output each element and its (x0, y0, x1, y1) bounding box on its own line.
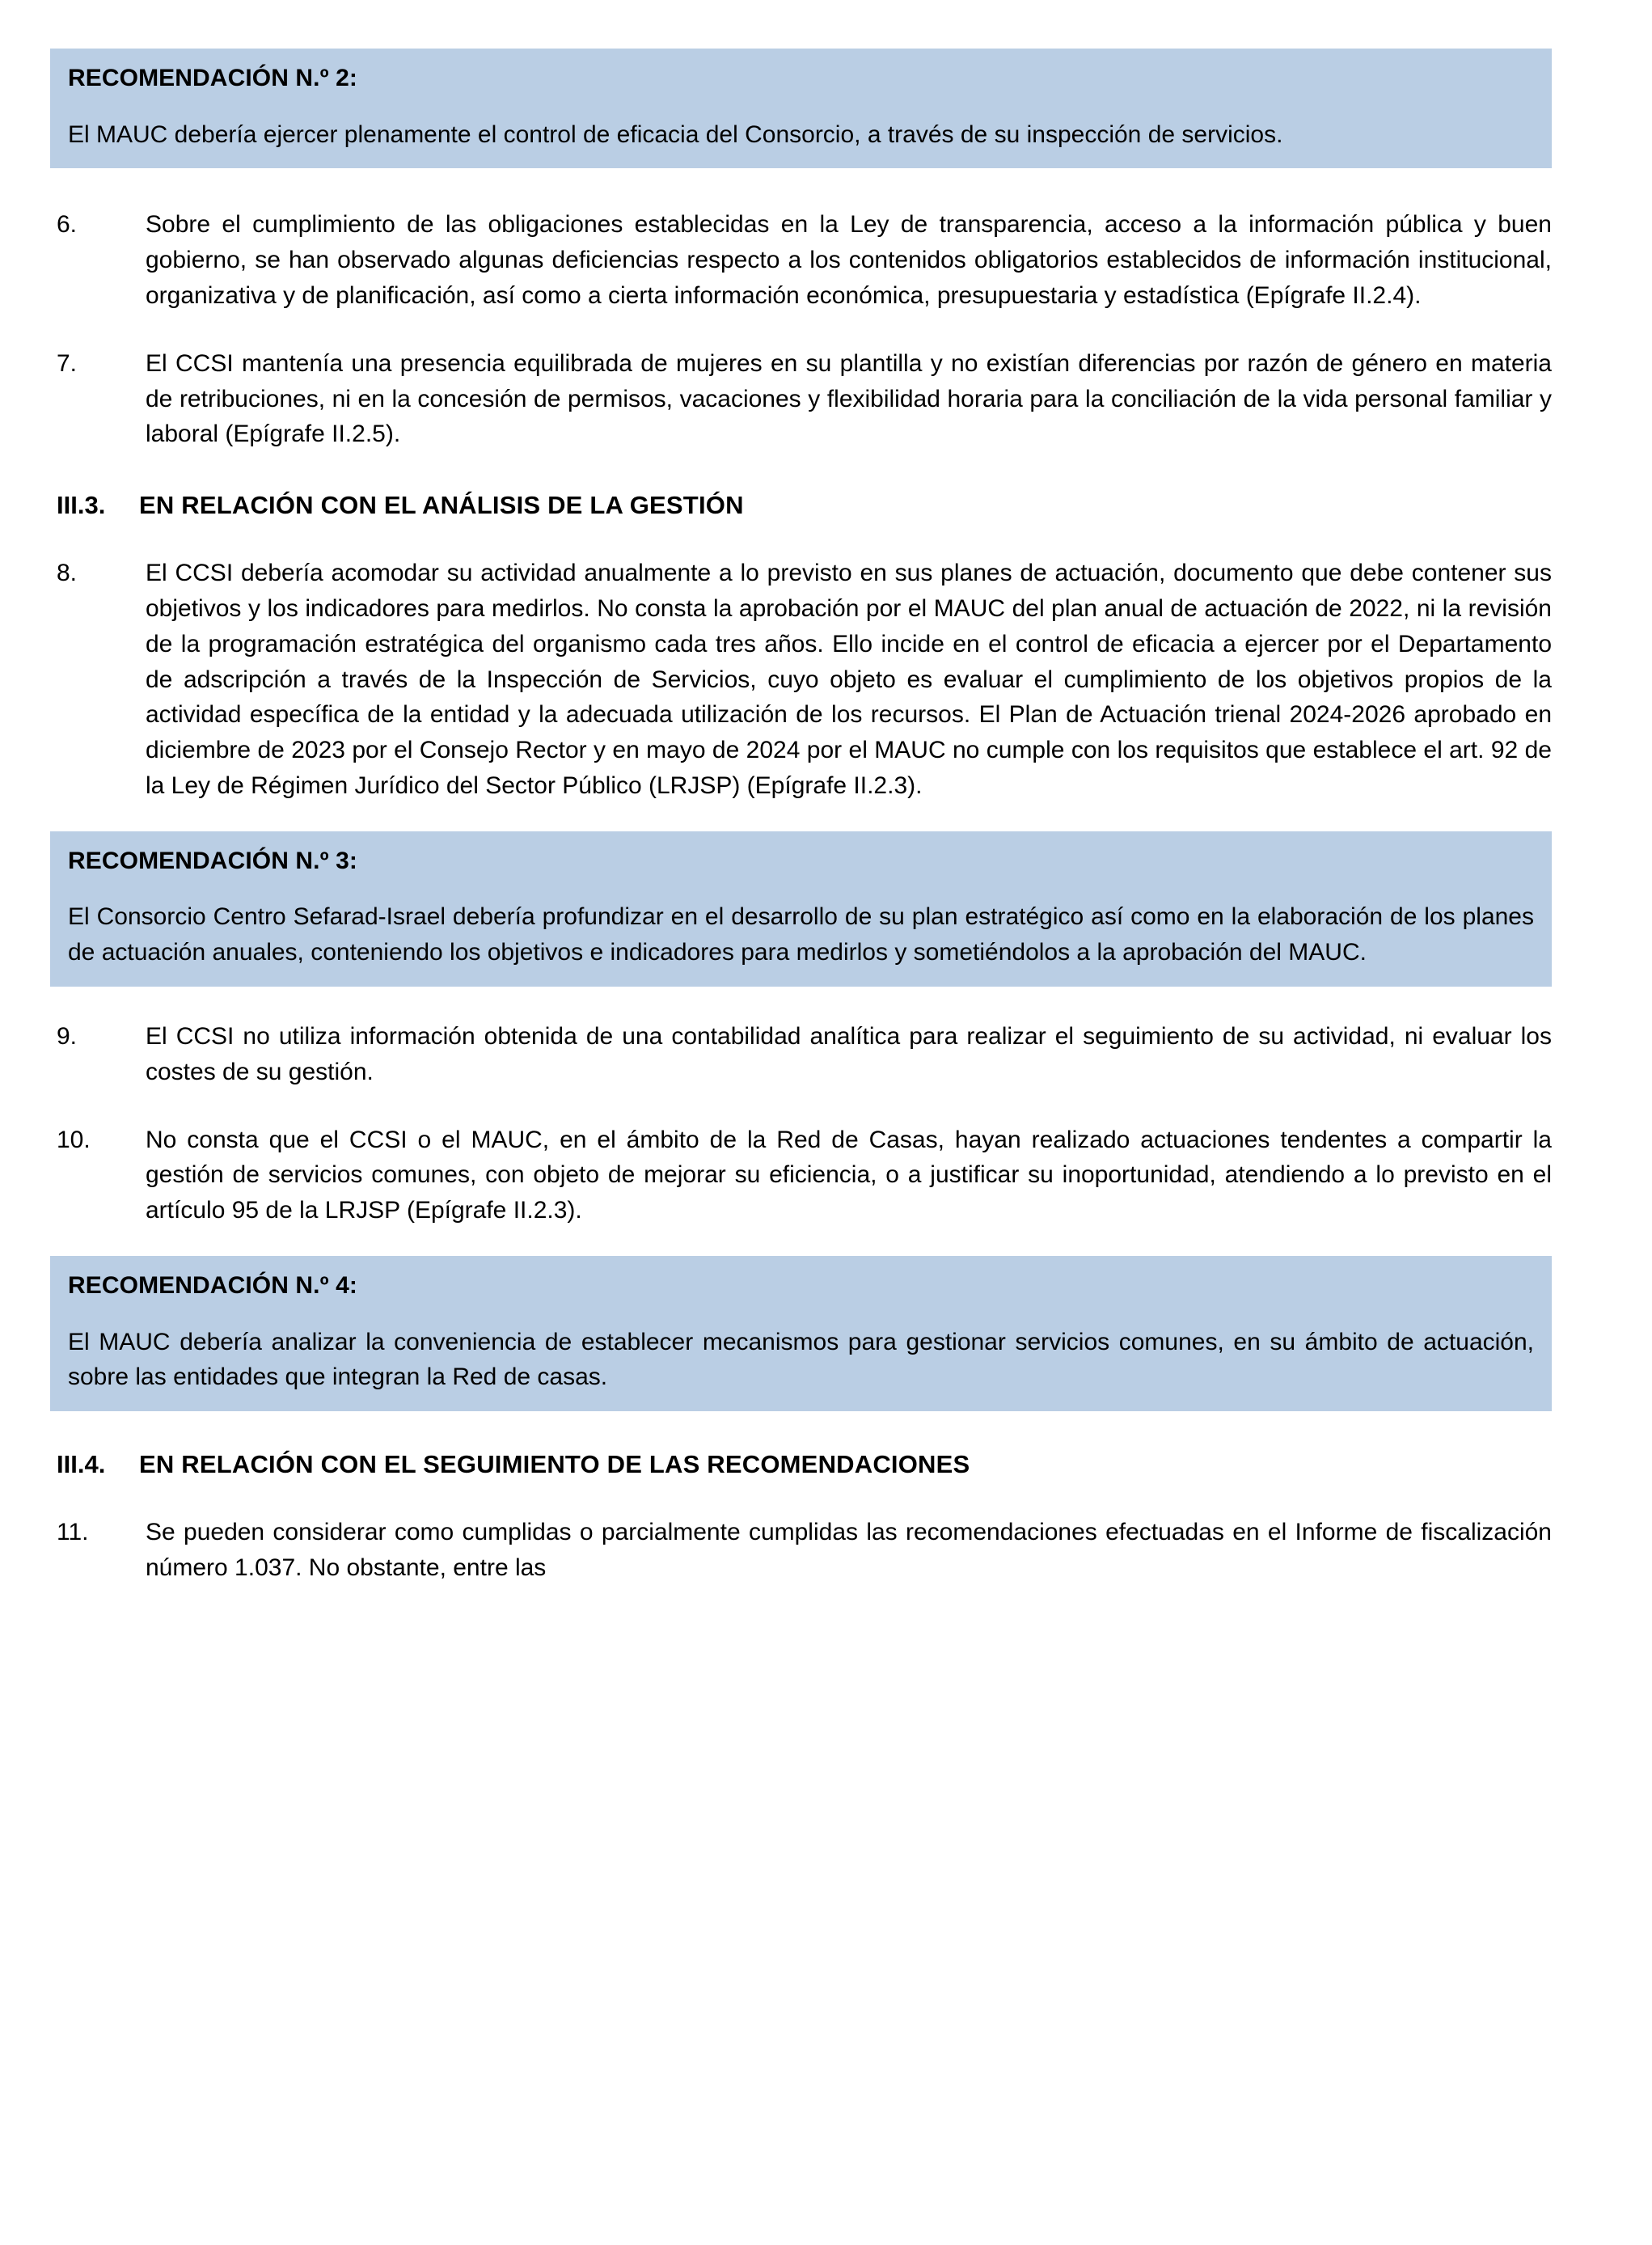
spacer (50, 1479, 1602, 1515)
paragraph-6-text: Sobre el cumplimiento de las obligaciones establecidas en la Ley de transparencia, acceso a la información pública y buen gobierno, se han observado algunas deficiencias respecto a los contenidos obligatorios establecidos de información institucional, organizativa y de planificación, así como a cierta información económica, presupuestaria y estadística (Epígrafe II.2.4). (146, 211, 1552, 309)
spacer (50, 452, 1602, 491)
paragraph-7-number: 7. (57, 349, 78, 377)
section-iii-4-number: III.4. (57, 1450, 106, 1479)
recommendation-4-title: RECOMENDACIÓN N.º 4: (68, 1271, 357, 1299)
numbered-paragraph-6 (50, 207, 1552, 313)
numbered-paragraph-8 (50, 556, 1552, 804)
recommendation-3-body: El Consorcio Centro Sefarad-Israel debería profundizar en el desarrollo de su plan estratégico así como en la elaboración de los planes de actuación anuales, conteniendo los objetivos e indicadores para medirlos y sometiéndolos a la aprobación del MAUC. (68, 903, 1534, 966)
section-heading-iii-4 (50, 1450, 1552, 1479)
spacer (50, 520, 1602, 556)
spacer (50, 1228, 1602, 1256)
recommendation-4-body: El MAUC debería analizar la conveniencia de establecer mecanismos para gestionar servicios comunes, en su ámbito de actuación, sobre las entidades que integran la Red de casas. (68, 1328, 1534, 1391)
section-heading-iii-3 (50, 491, 1552, 520)
recommendation-2-title: RECOMENDACIÓN N.º 2: (68, 65, 357, 91)
section-iii-3-number: III.3. (57, 491, 106, 520)
numbered-paragraph-7 (50, 346, 1552, 452)
recommendation-box-3 (50, 831, 1552, 987)
paragraph-8-text: El CCSI debería acomodar su actividad anualmente a lo previsto en sus planes de actuación, documento que debe contener sus objetivos y los indicadores para medirlos. No consta la aprobación por el MAUC del plan anual de actuación de 2022, ni la revisión de la programación estratégica del organismo cada tres años. Ello incide en el control de eficacia a ejercer por el Departamento de adscripción a través de la Inspección de Servicios, cuyo objeto es evaluar el cumplimiento de los objetivos propios de la actividad específica de la entidad y la adecuada utilización de los recursos. El Plan de Actuación trienal 2024-2026 aprobado en diciembre de 2023 por el Consejo Rector y en mayo de 2024 por el MAUC no cumple con los requisitos que establece el art. 92 de la Ley de Régimen Jurídico del Sector Público (LRJSP) (Epígrafe II.2.3). (146, 560, 1552, 799)
paragraph-10-text: No consta que el CCSI o el MAUC, en el ámbito de la Red de Casas, hayan realizado actuaciones tendentes a compartir la gestión de servicios comunes, con objeto de mejorar su eficiencia, o a justificar su inoportunidad, atendiendo a lo previsto en el artículo 95 de la LRJSP (Epígrafe II.2.3). (146, 1126, 1552, 1224)
paragraph-11-text: Se pueden considerar como cumplidas o parcialmente cumplidas las recomendaciones efectuadas en el Informe de fiscalización número 1.037. No obstante, entre las (146, 1519, 1552, 1581)
spacer (50, 1090, 1602, 1122)
paragraph-9-text: El CCSI no utiliza información obtenida de una contabilidad analítica para realizar el seguimiento de su actividad, ni evaluar los costes de su gestión. (146, 1022, 1552, 1085)
numbered-paragraph-11 (50, 1515, 1552, 1586)
paragraph-9-number: 9. (57, 1022, 78, 1050)
spacer (50, 804, 1602, 831)
recommendation-2-body: El MAUC debería ejercer plenamente el control de eficacia del Consorcio, a través de su inspección de servicios. (68, 120, 1283, 148)
recommendation-3-title: RECOMENDACIÓN N.º 3: (68, 847, 357, 874)
section-iii-4-label: EN RELACIÓN CON EL SEGUIMIENTO DE LAS RECOMENDACIONES (139, 1450, 970, 1479)
recommendation-box-2 (50, 49, 1552, 168)
section-iii-3-label: EN RELACIÓN CON EL ANÁLISIS DE LA GESTIÓN (139, 491, 744, 520)
paragraph-11-number: 11. (57, 1519, 89, 1546)
spacer (50, 1411, 1602, 1450)
spacer (50, 987, 1602, 1019)
numbered-paragraph-9 (50, 1019, 1552, 1090)
recommendation-box-4 (50, 1256, 1552, 1411)
numbered-paragraph-10 (50, 1122, 1552, 1228)
spacer (50, 314, 1602, 346)
spacer (50, 168, 1602, 207)
paragraph-7-text: El CCSI mantenía una presencia equilibrada de mujeres en su plantilla y no existían diferencias por razón de género en materia de retribuciones, ni en la concesión de permisos, vacaciones y flexibilidad horaria para la conciliación de la vida personal familiar y laboral (Epígrafe II.2.5). (146, 349, 1552, 448)
paragraph-10-number: 10. (57, 1126, 91, 1153)
paragraph-8-number: 8. (57, 560, 78, 587)
paragraph-6-number: 6. (57, 211, 78, 239)
